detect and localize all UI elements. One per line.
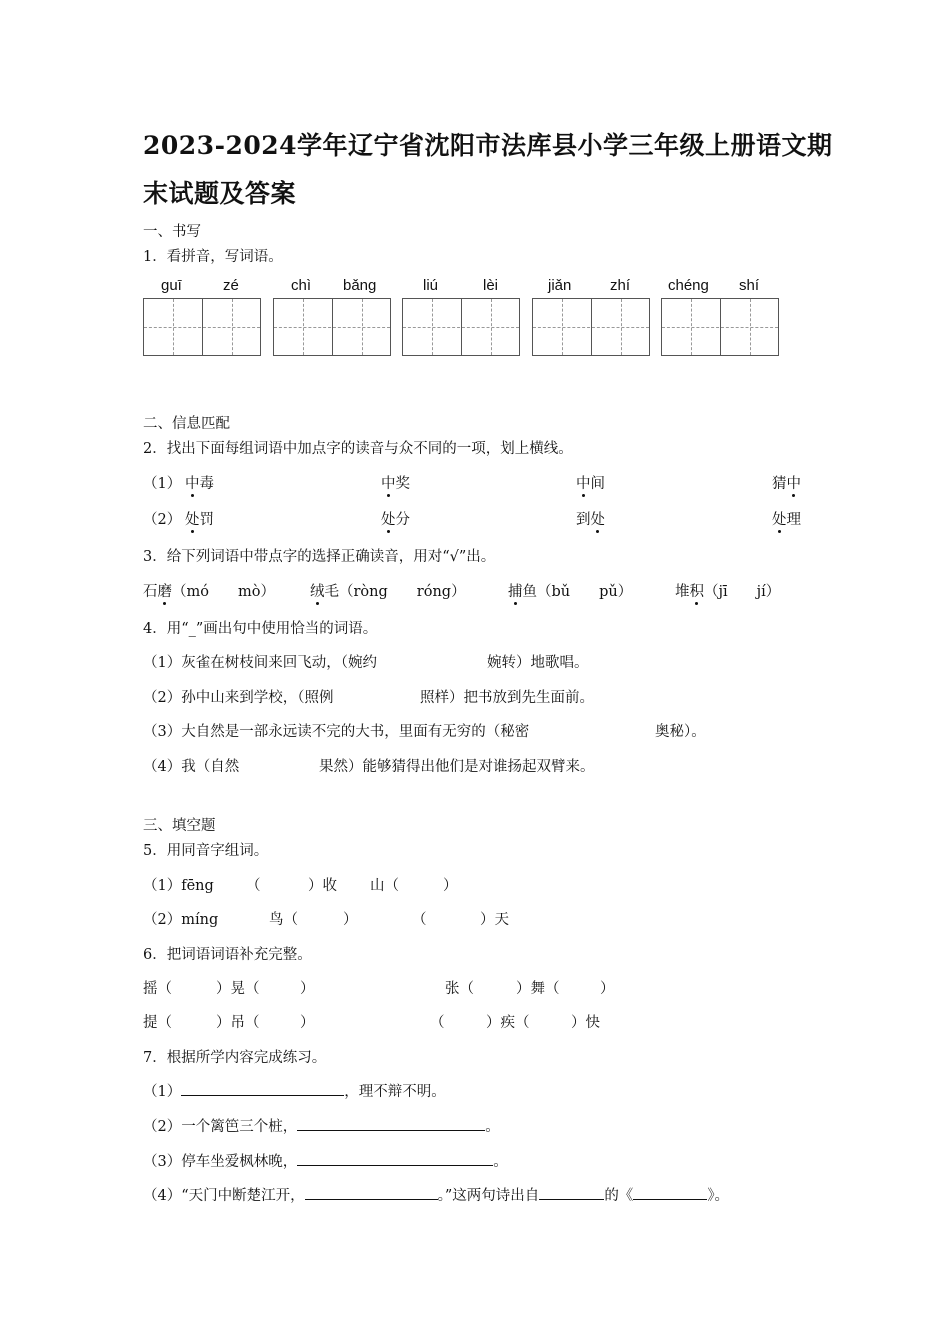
word-option[interactable]: 中毒	[185, 476, 214, 492]
q5-pinyin: （2）míng	[143, 912, 219, 928]
idiom-part: ）	[300, 981, 315, 997]
idiom-part[interactable]: 摇（	[143, 981, 172, 997]
section-heading-matching: 二、信息匹配	[143, 416, 230, 432]
q7-line	[143, 1080, 446, 1101]
row-number: （1）	[143, 476, 182, 492]
question-4: 4．用“_”画出句中使用恰当的词语。	[143, 621, 378, 637]
answer-blank[interactable]	[297, 1151, 493, 1166]
q7-text: 》。	[707, 1188, 730, 1204]
answer-blank[interactable]	[539, 1185, 604, 1200]
q7-text: （4）“天门中断楚江开，	[143, 1188, 305, 1204]
answer-blank[interactable]	[297, 1116, 485, 1131]
answer-blank[interactable]	[181, 1081, 344, 1096]
section-heading-fill: 三、填空题	[143, 818, 216, 834]
pronunciation-item[interactable]: 石磨（mó mò）	[143, 584, 275, 600]
q7-text: （1）	[143, 1084, 182, 1100]
q4-sentence-b: 奥秘）。	[655, 724, 706, 740]
q7-text: 的《	[604, 1188, 634, 1204]
writing-box[interactable]	[273, 298, 391, 356]
blank-open[interactable]: 山（	[370, 878, 399, 894]
pinyin-label: zhí	[610, 277, 631, 294]
pinyin-label: liú	[423, 277, 439, 294]
q7-text: 。	[485, 1119, 500, 1135]
idiom-part[interactable]: 提（	[143, 1015, 172, 1031]
blank-open[interactable]: （	[246, 878, 261, 894]
idiom-part: ）	[600, 981, 615, 997]
idiom-part: ）快	[571, 1015, 600, 1031]
q7-line	[143, 1150, 508, 1171]
q4-sentence-b: 果然）能够猜得出他们是对谁扬起双臂来。	[319, 759, 595, 775]
word-option[interactable]: 到处	[576, 512, 605, 528]
answer-blank[interactable]	[633, 1185, 707, 1200]
pinyin-label: guī	[161, 277, 182, 294]
q4-sentence-a: （3）大自然是一部永远读不完的大书，里面有无穷的（秘密	[143, 724, 530, 740]
writing-box[interactable]	[532, 298, 650, 356]
question-7: 7．根据所学内容完成练习。	[143, 1050, 327, 1066]
q4-sentence-b: 婉转）地歌唱。	[487, 655, 589, 671]
blank-open[interactable]: 鸟（	[269, 912, 298, 928]
word-option[interactable]: 猜中	[772, 476, 801, 492]
idiom-part[interactable]: ）疾（	[486, 1015, 530, 1031]
pronunciation-item[interactable]: 绒毛（ròng róng）	[310, 584, 466, 600]
writing-box[interactable]	[143, 298, 261, 356]
pronunciation-item[interactable]: 捕鱼（bǔ pǔ）	[508, 584, 633, 600]
word-option[interactable]: 处分	[381, 512, 410, 528]
q7-text: （2）一个篱笆三个桩，	[143, 1119, 298, 1135]
document-title-line1: 2023-2024学年辽宁省沈阳市法库县小学三年级上册语文期	[143, 131, 833, 160]
q4-sentence-a: （1）灰雀在树枝间来回飞动，（婉约	[143, 655, 377, 671]
idiom-part[interactable]: 张（	[445, 981, 474, 997]
q7-line	[143, 1184, 729, 1205]
blank-close: ）	[443, 878, 458, 894]
idiom-part[interactable]: ）舞（	[516, 981, 560, 997]
row-number: （2）	[143, 512, 182, 528]
pinyin-label: jiǎn	[548, 277, 572, 294]
q7-text: （3）停车坐爱枫林晚，	[143, 1154, 298, 1170]
pinyin-label: shí	[739, 277, 760, 294]
answer-blank[interactable]	[305, 1185, 438, 1200]
pinyin-label: bǎng	[343, 277, 377, 294]
word-option[interactable]: 中间	[576, 476, 605, 492]
blank-close: ）天	[480, 912, 509, 928]
q7-text: 。	[493, 1154, 508, 1170]
q4-sentence-a: （4）我（自然	[143, 759, 240, 775]
q4-sentence-b: 照样）把书放到先生面前。	[420, 690, 594, 706]
question-6: 6．把词语词语补充完整。	[143, 947, 312, 963]
idiom-part[interactable]: ）晃（	[216, 981, 260, 997]
idiom-part[interactable]: ）吊（	[216, 1015, 260, 1031]
q7-text: ，理不辩不明。	[344, 1084, 446, 1100]
writing-box[interactable]	[661, 298, 779, 356]
pinyin-label: chì	[291, 277, 312, 294]
blank-open[interactable]: （	[412, 912, 427, 928]
word-option[interactable]: 处理	[772, 512, 801, 528]
q7-line	[143, 1115, 500, 1136]
q5-pinyin: （1）fēng	[143, 878, 214, 894]
writing-box[interactable]	[402, 298, 520, 356]
q4-sentence-a: （2）孙中山来到学校，（照例	[143, 690, 334, 706]
idiom-part[interactable]: （	[430, 1015, 445, 1031]
pronunciation-item[interactable]: 堆积（jī jí）	[675, 584, 781, 600]
document-title-line2: 末试题及答案	[143, 179, 297, 208]
section-heading-writing: 一、书写	[143, 224, 201, 240]
blank-close: ）	[343, 912, 358, 928]
pinyin-label: zé	[223, 277, 239, 294]
question-1: 1．看拼音，写词语。	[143, 249, 283, 265]
pinyin-label: chéng	[668, 277, 709, 294]
idiom-part: ）	[300, 1015, 315, 1031]
word-option[interactable]: 中奖	[381, 476, 410, 492]
question-2: 2．找出下面每组词语中加点字的读音与众不同的一项，划上横线。	[143, 441, 573, 457]
question-3: 3．给下列词语中带点字的选择正确读音，用对“√”出。	[143, 549, 496, 565]
q7-text: 。”这两句诗出自	[437, 1188, 540, 1204]
blank-close: ）收	[308, 878, 337, 894]
pinyin-label: lèi	[483, 277, 499, 294]
word-option[interactable]: 处罚	[185, 512, 214, 528]
question-5: 5．用同音字组词。	[143, 843, 269, 859]
